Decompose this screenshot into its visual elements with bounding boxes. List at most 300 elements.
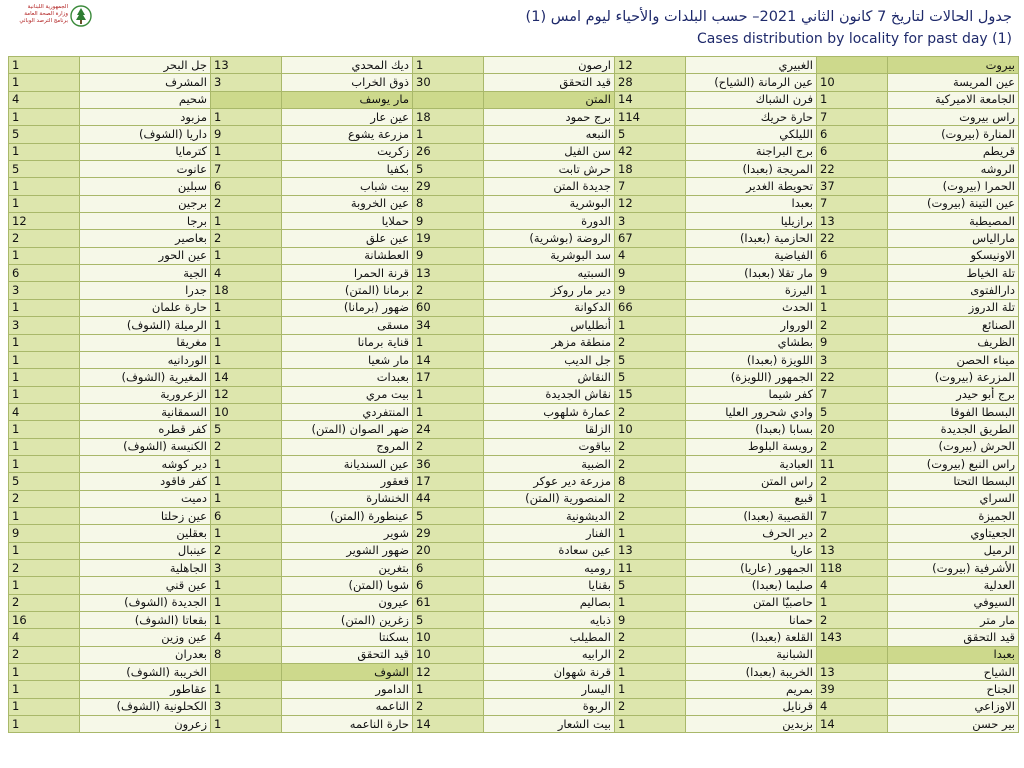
locality-name: برجين xyxy=(80,195,211,212)
table-row xyxy=(9,74,1019,91)
case-count: 5 xyxy=(413,612,484,629)
locality-name: الخريبة (الشوف) xyxy=(80,664,211,681)
case-count: 10 xyxy=(413,646,484,663)
case-count: 1 xyxy=(413,126,484,143)
locality-name: المطيلب xyxy=(484,629,615,646)
locality-name: الكحلونية (الشوف) xyxy=(80,698,211,715)
case-count: 2 xyxy=(615,507,686,524)
case-count: 5 xyxy=(615,126,686,143)
case-count: 34 xyxy=(413,317,484,334)
locality-name: الصنائع xyxy=(888,317,1019,334)
case-count: 7 xyxy=(817,507,888,524)
case-count: 2 xyxy=(615,490,686,507)
case-count: 1 xyxy=(817,490,888,507)
case-count: 9 xyxy=(615,612,686,629)
locality-name: النقاش xyxy=(484,369,615,386)
table-row xyxy=(9,369,1019,386)
case-count: 16 xyxy=(9,612,80,629)
locality-name: العدلية xyxy=(888,577,1019,594)
locality-name: فرن الشباك xyxy=(686,91,817,108)
table-row xyxy=(9,386,1019,403)
case-count: 7 xyxy=(817,109,888,126)
locality-name: عين السنديانة xyxy=(282,455,413,472)
locality-name: الجاهلية xyxy=(80,559,211,576)
locality-name: عمارة شلهوب xyxy=(484,403,615,420)
table-row xyxy=(9,178,1019,195)
case-count: 3 xyxy=(817,351,888,368)
table-row xyxy=(9,247,1019,264)
locality-name: عانوت xyxy=(80,161,211,178)
locality-name: بسابا (بعبدا) xyxy=(686,421,817,438)
locality-name: الخنشارة xyxy=(282,490,413,507)
case-count: 1 xyxy=(615,525,686,542)
table-row xyxy=(9,161,1019,178)
case-count: 22 xyxy=(817,230,888,247)
locality-name: دارالفتوى xyxy=(888,282,1019,299)
case-count: 5 xyxy=(211,421,282,438)
locality-name: ضهور الشوير xyxy=(282,542,413,559)
case-count: 1 xyxy=(9,542,80,559)
case-count: 1 xyxy=(413,681,484,698)
locality-name: تلة الدروز xyxy=(888,299,1019,316)
case-count: 1 xyxy=(9,386,80,403)
locality-name: عاريا xyxy=(686,542,817,559)
case-count: 9 xyxy=(615,265,686,282)
table-row xyxy=(9,646,1019,663)
table-row xyxy=(9,507,1019,524)
locality-name: العطشانة xyxy=(282,247,413,264)
table-row xyxy=(9,559,1019,576)
case-count: 10 xyxy=(413,629,484,646)
locality-name: بقنايا xyxy=(484,577,615,594)
locality-name: عينطورة (المتن) xyxy=(282,507,413,524)
locality-name: بطشاي xyxy=(686,334,817,351)
case-count: 1 xyxy=(9,109,80,126)
case-count: 12 xyxy=(413,664,484,681)
ministry-name xyxy=(8,4,68,25)
locality-name: الفياضية xyxy=(686,247,817,264)
case-count: 2 xyxy=(817,317,888,334)
locality-name: بيت الشعار xyxy=(484,716,615,733)
locality-name: الجية xyxy=(80,265,211,282)
case-count: 29 xyxy=(413,525,484,542)
locality-name: الزعرورية xyxy=(80,386,211,403)
case-count: 1 xyxy=(211,334,282,351)
case-count: 1 xyxy=(9,438,80,455)
district-header: مار يوسف xyxy=(282,91,413,108)
case-count: 2 xyxy=(211,195,282,212)
case-count: 8 xyxy=(413,195,484,212)
locality-name: الدكوانة xyxy=(484,299,615,316)
locality-name: بكفيا xyxy=(282,161,413,178)
case-count: 22 xyxy=(817,161,888,178)
case-count: 5 xyxy=(615,351,686,368)
case-count: 1 xyxy=(211,143,282,160)
locality-name: الكنيسة (الشوف) xyxy=(80,438,211,455)
locality-name: البوشرية xyxy=(484,195,615,212)
case-count: 2 xyxy=(9,230,80,247)
locality-name: عين علق xyxy=(282,230,413,247)
district-header: المتن xyxy=(484,91,615,108)
case-count: 11 xyxy=(817,455,888,472)
case-count: 2 xyxy=(817,525,888,542)
locality-name: تحويطة الغدير xyxy=(686,178,817,195)
locality-name: مارالياس xyxy=(888,230,1019,247)
case-count: 1 xyxy=(615,681,686,698)
locality-name: اليرزة xyxy=(686,282,817,299)
locality-name: الناعمه xyxy=(282,698,413,715)
locality-name: كفر قطره xyxy=(80,421,211,438)
locality-name: شوير xyxy=(282,525,413,542)
case-count: 13 xyxy=(817,664,888,681)
locality-name: الروشه xyxy=(888,161,1019,178)
locality-name: برج البراجنة xyxy=(686,143,817,160)
locality-name: البسطا الفوقا xyxy=(888,403,1019,420)
case-count: 114 xyxy=(615,109,686,126)
case-count: 1 xyxy=(211,299,282,316)
locality-name: ذبايه xyxy=(484,612,615,629)
case-count: 1 xyxy=(9,247,80,264)
locality-name: ميناء الحصن xyxy=(888,351,1019,368)
table-row xyxy=(9,334,1019,351)
locality-name: القلعة (بعبدا) xyxy=(686,629,817,646)
locality-name: حارة حريك xyxy=(686,109,817,126)
case-count: 9 xyxy=(211,126,282,143)
case-count: 14 xyxy=(211,369,282,386)
locality-name: المنصورية (المتن) xyxy=(484,490,615,507)
locality-name: حمانا xyxy=(686,612,817,629)
locality-name: عين زحلتا xyxy=(80,507,211,524)
locality-name: بزبدين xyxy=(686,716,817,733)
locality-name: عين سعادة xyxy=(484,542,615,559)
case-count: 6 xyxy=(413,577,484,594)
case-count: 7 xyxy=(615,178,686,195)
table-row xyxy=(9,195,1019,212)
case-count xyxy=(817,646,888,663)
locality-name: كفر شيما xyxy=(686,386,817,403)
locality-name: مسقى xyxy=(282,317,413,334)
table-row xyxy=(9,282,1019,299)
case-count: 2 xyxy=(615,629,686,646)
logo-line: برنامج الترصد الوبائي xyxy=(19,18,68,24)
case-count: 1 xyxy=(211,473,282,490)
case-count: 2 xyxy=(615,455,686,472)
case-count: 67 xyxy=(615,230,686,247)
locality-name: قناية برمانا xyxy=(282,334,413,351)
case-count: 13 xyxy=(211,57,282,74)
case-count: 1 xyxy=(615,317,686,334)
case-count: 10 xyxy=(817,74,888,91)
locality-name: روميه xyxy=(484,559,615,576)
case-count: 18 xyxy=(211,282,282,299)
locality-name: بتغرين xyxy=(282,559,413,576)
case-count: 13 xyxy=(413,265,484,282)
case-count: 5 xyxy=(615,369,686,386)
locality-name: ذوق الخراب xyxy=(282,74,413,91)
locality-name: عينبال xyxy=(80,542,211,559)
locality-name: اليسار xyxy=(484,681,615,698)
case-count: 3 xyxy=(211,559,282,576)
case-count: 2 xyxy=(9,490,80,507)
case-count: 9 xyxy=(817,265,888,282)
locality-name: كفر فاقود xyxy=(80,473,211,490)
table-row xyxy=(9,438,1019,455)
locality-name: ضهر الصوان (المتن) xyxy=(282,421,413,438)
locality-name: بقعاتا (الشوف) xyxy=(80,612,211,629)
case-count: 2 xyxy=(9,594,80,611)
table-row xyxy=(9,490,1019,507)
case-count: 9 xyxy=(413,247,484,264)
case-count: 6 xyxy=(413,559,484,576)
locality-name: بياقوت xyxy=(484,438,615,455)
case-count: 13 xyxy=(817,213,888,230)
case-count: 2 xyxy=(413,282,484,299)
locality-name: الفنار xyxy=(484,525,615,542)
case-count: 1 xyxy=(9,421,80,438)
table-row xyxy=(9,681,1019,698)
locality-name: الدامور xyxy=(282,681,413,698)
table-row xyxy=(9,126,1019,143)
locality-name: زكريت xyxy=(282,143,413,160)
case-count: 22 xyxy=(817,369,888,386)
case-count: 5 xyxy=(413,161,484,178)
case-count: 8 xyxy=(211,646,282,663)
locality-name: عيرون xyxy=(282,594,413,611)
locality-name: الخريبة (بعبدا) xyxy=(686,664,817,681)
table-row xyxy=(9,525,1019,542)
case-count: 1 xyxy=(211,681,282,698)
case-count: 1 xyxy=(211,594,282,611)
table-row xyxy=(9,351,1019,368)
locality-name: بسكنتا xyxy=(282,629,413,646)
locality-name: شويا (المتن) xyxy=(282,577,413,594)
case-count: 1 xyxy=(211,455,282,472)
case-count: 66 xyxy=(615,299,686,316)
locality-name: راس النبع (بيروت) xyxy=(888,455,1019,472)
case-count: 14 xyxy=(817,716,888,733)
locality-name: اللويزة (بعبدا) xyxy=(686,351,817,368)
case-count: 3 xyxy=(9,282,80,299)
case-count: 143 xyxy=(817,629,888,646)
locality-name: البسطا التحتا xyxy=(888,473,1019,490)
locality-name: عين الحور xyxy=(80,247,211,264)
table-row xyxy=(9,664,1019,681)
case-count: 6 xyxy=(211,178,282,195)
locality-name: مار تقلا (بعبدا) xyxy=(686,265,817,282)
case-count: 9 xyxy=(9,525,80,542)
case-count: 5 xyxy=(413,507,484,524)
case-count xyxy=(817,57,888,74)
locality-name: الوروار xyxy=(686,317,817,334)
table-row xyxy=(9,317,1019,334)
locality-name: الجديدة (الشوف) xyxy=(80,594,211,611)
case-count: 9 xyxy=(413,213,484,230)
case-count: 1 xyxy=(9,299,80,316)
case-count: 4 xyxy=(9,629,80,646)
case-count: 2 xyxy=(817,612,888,629)
case-count: 44 xyxy=(413,490,484,507)
case-count: 5 xyxy=(9,126,80,143)
table-row xyxy=(9,612,1019,629)
case-count: 30 xyxy=(413,74,484,91)
case-count: 2 xyxy=(615,698,686,715)
locality-name: زعرون xyxy=(80,716,211,733)
case-count xyxy=(211,91,282,108)
locality-name: الحرش (بيروت) xyxy=(888,438,1019,455)
table-row xyxy=(9,421,1019,438)
locality-name: المريجة (بعبدا) xyxy=(686,161,817,178)
table-row xyxy=(9,716,1019,733)
case-count: 14 xyxy=(413,351,484,368)
locality-name: عين الخروبة xyxy=(282,195,413,212)
case-count: 14 xyxy=(615,91,686,108)
locality-name: السراي xyxy=(888,490,1019,507)
locality-name: الضبية xyxy=(484,455,615,472)
locality-name: بير حسن xyxy=(888,716,1019,733)
locality-name: الجمهور (عاريا) xyxy=(686,559,817,576)
locality-name: سبلين xyxy=(80,178,211,195)
table-row xyxy=(9,473,1019,490)
locality-name: رويسة البلوط xyxy=(686,438,817,455)
locality-name: الزلقا xyxy=(484,421,615,438)
case-count: 6 xyxy=(817,126,888,143)
case-count: 2 xyxy=(817,473,888,490)
case-count: 29 xyxy=(413,178,484,195)
title-english: Cases distribution by locality for past day (1) xyxy=(696,31,1012,47)
case-count: 1 xyxy=(9,334,80,351)
case-count: 19 xyxy=(413,230,484,247)
table-row xyxy=(9,629,1019,646)
locality-name: حرش تابت xyxy=(484,161,615,178)
case-count: 1 xyxy=(9,681,80,698)
case-count: 1 xyxy=(9,143,80,160)
case-count: 3 xyxy=(9,317,80,334)
case-count: 1 xyxy=(9,455,80,472)
case-count: 2 xyxy=(615,438,686,455)
locality-name: قيد التحقق xyxy=(888,629,1019,646)
locality-name: برازيليا xyxy=(686,213,817,230)
case-count: 1 xyxy=(211,351,282,368)
table-row xyxy=(9,698,1019,715)
case-count: 1 xyxy=(211,109,282,126)
locality-name: الرميلة (الشوف) xyxy=(80,317,211,334)
case-count: 6 xyxy=(817,247,888,264)
case-count: 12 xyxy=(615,57,686,74)
district-header: الشوف xyxy=(282,664,413,681)
case-count: 1 xyxy=(211,317,282,334)
locality-name: الدورة xyxy=(484,213,615,230)
locality-name: سن الفيل xyxy=(484,143,615,160)
district-header: بعبدا xyxy=(888,646,1019,663)
table-row xyxy=(9,577,1019,594)
case-count: 10 xyxy=(211,403,282,420)
case-count xyxy=(211,664,282,681)
locality-name: برج حمود xyxy=(484,109,615,126)
locality-name: بعدران xyxy=(80,646,211,663)
locality-name: عين الرمانة (الشياح) xyxy=(686,74,817,91)
case-count: 1 xyxy=(9,74,80,91)
case-count: 18 xyxy=(615,161,686,178)
locality-name: مار شعيا xyxy=(282,351,413,368)
case-count: 1 xyxy=(211,247,282,264)
locality-name: جدرا xyxy=(80,282,211,299)
case-count: 42 xyxy=(615,143,686,160)
cases-table xyxy=(8,56,1019,733)
case-count: 18 xyxy=(413,109,484,126)
locality-name: الاونيسكو xyxy=(888,247,1019,264)
locality-name: العبادية xyxy=(686,455,817,472)
case-count: 20 xyxy=(817,421,888,438)
case-count: 2 xyxy=(211,438,282,455)
case-count: 9 xyxy=(817,334,888,351)
case-count: 1 xyxy=(211,490,282,507)
case-count: 1 xyxy=(9,195,80,212)
locality-name: السمقانية xyxy=(80,403,211,420)
locality-name: برج أبو حيدر xyxy=(888,386,1019,403)
locality-name: المروج xyxy=(282,438,413,455)
locality-name: عين عار xyxy=(282,109,413,126)
case-count: 1 xyxy=(817,91,888,108)
case-count: 9 xyxy=(615,282,686,299)
case-count: 20 xyxy=(413,542,484,559)
case-count: 3 xyxy=(211,698,282,715)
locality-name: قريطم xyxy=(888,143,1019,160)
locality-name: قيد التحقق xyxy=(484,74,615,91)
case-count: 2 xyxy=(615,334,686,351)
locality-name: مزبود xyxy=(80,109,211,126)
case-count: 36 xyxy=(413,455,484,472)
table-row xyxy=(9,143,1019,160)
case-count: 28 xyxy=(615,74,686,91)
locality-name: السيوفي xyxy=(888,594,1019,611)
locality-name: راس المتن xyxy=(686,473,817,490)
page-header xyxy=(0,0,1024,56)
locality-name: برمانا (المتن) xyxy=(282,282,413,299)
case-count: 1 xyxy=(9,351,80,368)
locality-name: بعبدا xyxy=(686,195,817,212)
locality-name: الشبانية xyxy=(686,646,817,663)
locality-name: عين وزين xyxy=(80,629,211,646)
case-count: 14 xyxy=(413,716,484,733)
case-count: 2 xyxy=(817,438,888,455)
locality-name: الاوزاعي xyxy=(888,698,1019,715)
locality-name: دير الحرف xyxy=(686,525,817,542)
locality-name: السبتيه xyxy=(484,265,615,282)
locality-name: قعقور xyxy=(282,473,413,490)
case-count: 1 xyxy=(211,577,282,594)
case-count: 6 xyxy=(211,507,282,524)
case-count: 1 xyxy=(9,664,80,681)
locality-name: حارة الناعمه xyxy=(282,716,413,733)
locality-name: الديشونية xyxy=(484,507,615,524)
locality-name: الجميزة xyxy=(888,507,1019,524)
locality-name: عين المريسة xyxy=(888,74,1019,91)
case-count: 61 xyxy=(413,594,484,611)
locality-name: صليما (بعبدا) xyxy=(686,577,817,594)
locality-name: مغريقا xyxy=(80,334,211,351)
cedar-emblem-icon xyxy=(70,3,92,29)
case-count: 1 xyxy=(9,57,80,74)
case-count: 118 xyxy=(817,559,888,576)
locality-name: كترمايا xyxy=(80,143,211,160)
case-count: 1 xyxy=(211,213,282,230)
case-count: 12 xyxy=(615,195,686,212)
locality-name: جل البحر xyxy=(80,57,211,74)
logo-line: الجمهورية اللبنانية xyxy=(27,4,68,10)
case-count: 3 xyxy=(211,74,282,91)
case-count: 5 xyxy=(9,473,80,490)
locality-name: الحازمية (بعبدا) xyxy=(686,230,817,247)
